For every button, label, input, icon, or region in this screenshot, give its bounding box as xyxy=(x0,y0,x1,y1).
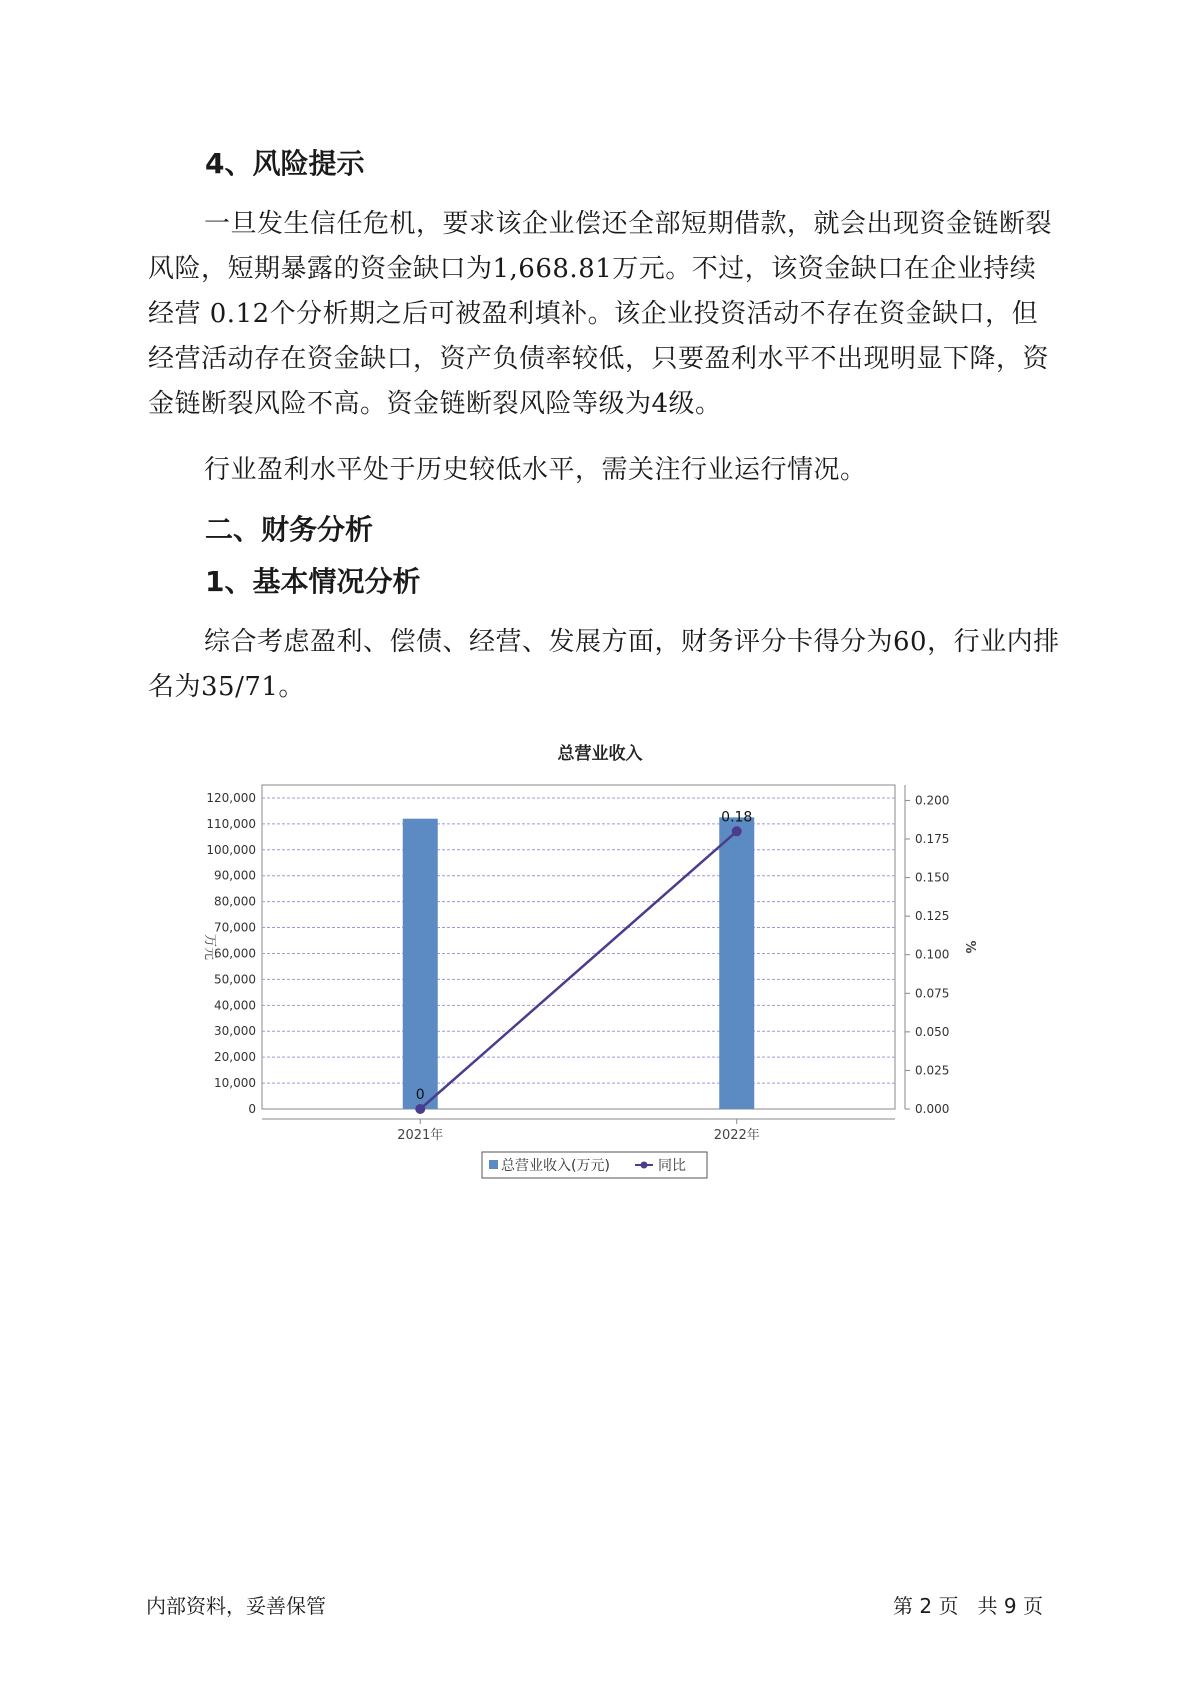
industry-paragraph: 行业盈利水平处于历史较低水平，需关注行业运行情况。 xyxy=(204,455,867,485)
y-right-tick-label: 0.000 xyxy=(915,1102,950,1116)
y-right-tick-label: 0.100 xyxy=(915,947,950,962)
y-tick-label: 80,000 xyxy=(214,894,256,909)
y-tick-label: 40,000 xyxy=(214,998,256,1013)
y-tick-label: 0 xyxy=(248,1102,256,1116)
x-tick-label: 2022年 xyxy=(713,1128,760,1143)
footer-page-number: 第 2 页 共 9 页 xyxy=(893,1594,1043,1618)
y-axis-right-label: % xyxy=(962,940,977,954)
y-right-tick-label: 0.025 xyxy=(915,1063,950,1078)
y-right-tick-label: 0.200 xyxy=(915,793,950,808)
y-tick-label: 100,000 xyxy=(206,842,256,857)
line-series xyxy=(415,809,752,1114)
yoy-point xyxy=(732,826,742,836)
y-tick-label: 20,000 xyxy=(214,1050,256,1065)
y-right-tick-label: 0.075 xyxy=(915,986,950,1001)
y-right-tick-label: 0.175 xyxy=(915,832,950,846)
yoy-line xyxy=(420,831,737,1109)
y-tick-label: 10,000 xyxy=(214,1076,256,1091)
legend-bar-swatch xyxy=(489,1160,498,1169)
y-right-tick-label: 0.050 xyxy=(915,1024,950,1039)
revenue-bar xyxy=(403,819,438,1109)
yoy-data-label: 0 xyxy=(415,1087,425,1103)
yoy-data-label: 0.18 xyxy=(721,809,753,826)
plot-area xyxy=(262,785,895,1109)
footer-confidential: 内部资料，妥善保管 xyxy=(146,1594,326,1618)
legend-line-marker xyxy=(641,1162,648,1169)
x-tick-label: 2021年 xyxy=(397,1128,444,1143)
y-tick-label: 120,000 xyxy=(206,790,256,805)
chart-title: 总营业收入 xyxy=(557,744,643,764)
y-tick-label: 70,000 xyxy=(214,920,256,935)
basic-heading: 1、基本情况分析 xyxy=(205,565,421,598)
legend-bar-label: 总营业收入(万元) xyxy=(501,1158,610,1174)
x-axis-labels xyxy=(397,1119,760,1143)
y-tick-label: 110,000 xyxy=(206,816,256,831)
y-tick-label: 30,000 xyxy=(214,1024,256,1039)
revenue-bar xyxy=(719,817,754,1109)
grid-lines xyxy=(262,798,895,1083)
y-tick-label: 90,000 xyxy=(214,868,256,883)
revenue-chart xyxy=(170,735,1030,1195)
legend-line-label: 同比 xyxy=(658,1158,686,1174)
chart-legend xyxy=(482,1152,707,1178)
finance-heading: 二、财务分析 xyxy=(205,513,374,546)
y-tick-label: 60,000 xyxy=(214,946,256,961)
y-right-tick-label: 0.150 xyxy=(915,870,950,885)
y-right-tick-label: 0.125 xyxy=(915,909,950,924)
y-axis-label: 万元 xyxy=(202,933,217,961)
right-axis-ticks xyxy=(905,793,949,1116)
risk-heading: 4、风险提示 xyxy=(205,147,365,180)
y-tick-label: 50,000 xyxy=(214,972,256,987)
yoy-point xyxy=(415,1104,425,1114)
risk-paragraph: 一旦发生信任危机，要求该企业偿还全部短期借款，就会出现资金链断裂风险，短期暴露的资金缺口为1,668.81万元。不过，该资金缺口在企业持续经营 0.12个分析期之后可被盈利填补。该企业投资活动不存在资金缺口，但经营活动存在资金缺口，资产负债率较低，只要盈利水平不出现明显下降，资金链断裂风险不高。资金链断裂风险等级为4级。 xyxy=(148,209,1053,419)
basic-paragraph: 综合考虑盈利、偿债、经营、发展方面，财务评分卡得分为60，行业内排名为35/71。 xyxy=(148,627,1060,702)
